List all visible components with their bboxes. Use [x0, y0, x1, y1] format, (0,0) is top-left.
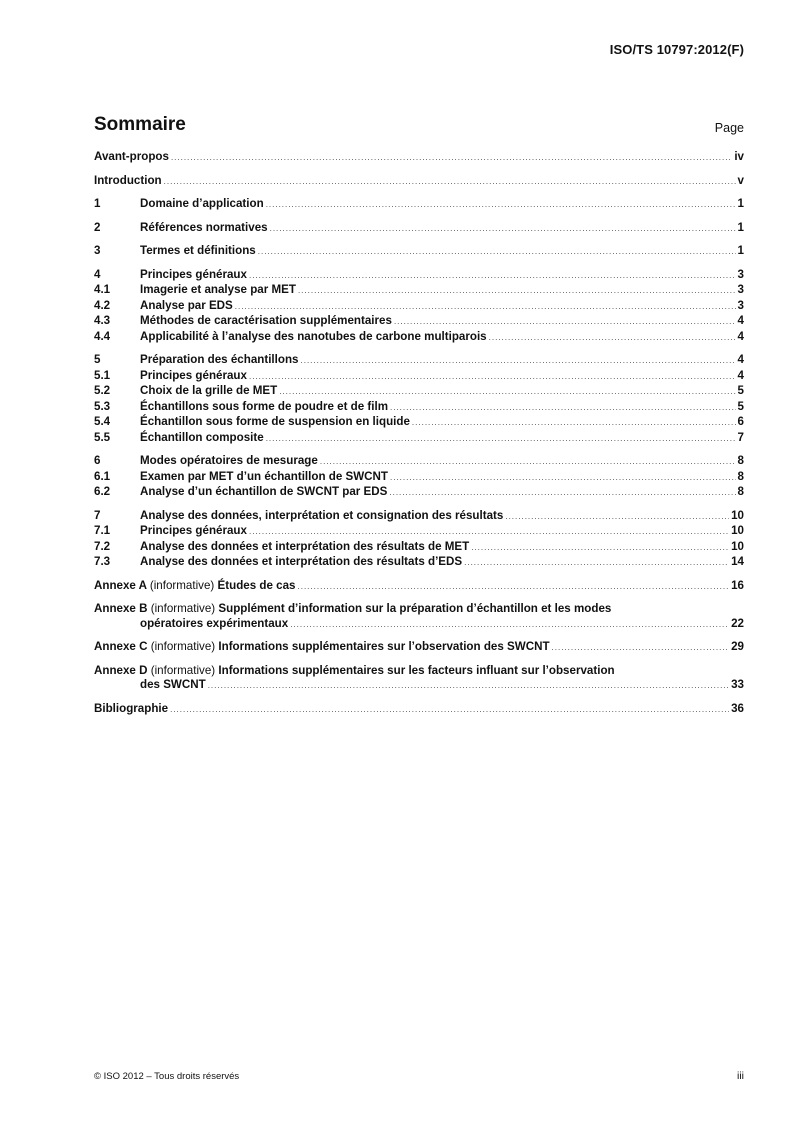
toc-entry-page: v	[737, 173, 744, 187]
toc-entry-title: Termes et définitions	[140, 244, 256, 257]
toc-entry-title: Échantillon composite	[140, 430, 264, 444]
toc-entry-page: 36	[731, 701, 744, 715]
annex-type: (informative)	[150, 640, 216, 653]
annex-label: Annexe D	[94, 663, 148, 677]
toc-entry-page: 3	[737, 283, 744, 296]
toc-entry-number: 5.2	[94, 384, 111, 397]
toc-entry-annex[interactable]	[94, 664, 744, 694]
annex-title-continued: opératoires expérimentaux	[140, 616, 289, 630]
dot-leader	[298, 580, 730, 595]
toc-entry-title: Bibliographie	[94, 701, 169, 715]
toc-entry-title: Examen par MET d’un échantillon de SWCNT	[140, 469, 389, 483]
toc-entry-page: 4	[737, 353, 744, 366]
toc-entry-page: 10	[731, 508, 744, 522]
toc-entry[interactable]	[94, 221, 744, 237]
annex-label: Annexe B	[94, 602, 148, 615]
toc-entry-page: 14	[731, 555, 744, 568]
toc-entry-page: 16	[731, 578, 744, 592]
toc-entry-annex[interactable]	[94, 579, 744, 595]
dot-leader	[249, 269, 736, 284]
dot-leader	[464, 556, 729, 571]
toc-entry-title	[94, 640, 550, 655]
dot-leader	[412, 416, 736, 431]
dot-leader	[266, 198, 736, 213]
toc-entry-title: Domaine d’application	[140, 197, 264, 210]
toc-entry-title: Applicabilité à l’analyse des nanotubes de carbone multiparois	[140, 329, 487, 343]
page-column-label: Page	[714, 121, 744, 135]
toc-entry[interactable]	[94, 353, 744, 369]
toc-header	[94, 112, 744, 136]
toc-entry-number: 7.1	[94, 524, 111, 537]
toc-entry-page: 5	[737, 399, 744, 413]
toc-entry[interactable]	[94, 197, 744, 213]
dot-leader	[258, 245, 736, 260]
dot-leader	[301, 354, 736, 369]
dot-leader	[298, 284, 736, 299]
toc-entry-annex[interactable]	[94, 640, 744, 656]
toc-entry-page: 3	[737, 267, 744, 281]
toc-entry-page: 8	[737, 454, 744, 467]
toc-entry[interactable]	[94, 470, 744, 486]
annex-type: (informative)	[150, 602, 216, 615]
toc-entry-title: Références normatives	[140, 220, 268, 234]
toc-entry-title: Échantillons sous forme de poudre et de film	[140, 399, 389, 413]
dot-leader	[249, 370, 736, 385]
toc-entry-page: 29	[731, 640, 744, 653]
toc-entry-number: 4.2	[94, 298, 111, 312]
toc-entry[interactable]	[94, 174, 744, 190]
toc-entry[interactable]	[94, 702, 744, 718]
page-title: Sommaire	[94, 114, 186, 135]
toc-entry-page: 1	[737, 220, 744, 234]
toc-entry[interactable]	[94, 431, 744, 447]
dot-leader	[394, 315, 736, 330]
toc-entry-number: 6.1	[94, 469, 111, 483]
footer-page-number: iii	[737, 1070, 744, 1082]
toc-entry-number: 3	[94, 244, 101, 257]
toc-entry-page: 8	[737, 469, 744, 483]
toc-entry[interactable]	[94, 400, 744, 416]
toc-entry[interactable]	[94, 299, 744, 315]
toc-entry-title: Analyse des données, interprétation et consignation des résultats	[140, 508, 504, 522]
toc-entry-page: 22	[731, 616, 744, 630]
toc-entry-number: 4.3	[94, 314, 111, 327]
toc-entry[interactable]	[94, 369, 744, 385]
annex-type: (informative)	[150, 663, 216, 677]
dot-leader	[390, 471, 736, 486]
toc-entry-number: 5.3	[94, 399, 111, 413]
toc-entry-annex[interactable]	[94, 602, 744, 632]
toc-entry[interactable]	[94, 454, 744, 470]
toc-entry-page: 7	[737, 430, 744, 444]
toc-entry[interactable]	[94, 540, 744, 556]
toc-entry-title: Analyse d’un échantillon de SWCNT par EDS	[140, 485, 388, 498]
toc-entry-title: Analyse par EDS	[140, 298, 233, 312]
toc-entry-number: 2	[94, 220, 101, 234]
annex-label: Annexe A	[94, 578, 147, 592]
toc-entry[interactable]	[94, 150, 744, 166]
toc-entry-page: 5	[737, 384, 744, 397]
toc-entry[interactable]	[94, 244, 744, 260]
toc-entry-title: Introduction	[94, 173, 162, 187]
toc-entry-number: 7	[94, 508, 101, 522]
dot-leader	[266, 432, 736, 447]
toc-entry-title: Analyse des données et interprétation des résultats de MET	[140, 539, 470, 553]
annex-title: Études de cas	[217, 578, 296, 592]
toc-entry-number: 4.4	[94, 329, 111, 343]
dot-leader	[389, 486, 735, 501]
toc-entry-page: 10	[731, 539, 744, 553]
toc-entry-title	[94, 579, 296, 594]
toc-entry-title: Modes opératoires de mesurage	[140, 454, 318, 467]
toc-entry-number: 5	[94, 353, 101, 366]
toc-entry-title: Échantillon sous forme de suspension en liquide	[140, 415, 410, 428]
toc-entry-number: 5.5	[94, 430, 111, 444]
dot-leader	[170, 703, 729, 718]
annex-title: Informations supplémentaires sur l’observation des SWCNT	[218, 640, 550, 653]
dot-leader	[320, 455, 736, 470]
toc-entry-page: 4	[737, 314, 744, 327]
annex-label: Annexe C	[94, 640, 148, 653]
toc-entry-title: Méthodes de caractérisation supplémentaires	[140, 314, 392, 327]
toc-entry-page: iv	[734, 150, 744, 163]
annex-title: Informations supplémentaires sur les facteurs influant sur l’observation	[218, 663, 615, 677]
dot-leader	[279, 385, 735, 400]
footer-copyright: © ISO 2012 – Tous droits réservés	[94, 1071, 240, 1082]
toc-entry[interactable]	[94, 555, 744, 571]
toc-entry-title: Principes généraux	[140, 267, 247, 281]
toc-entry-number: 7.3	[94, 555, 111, 568]
dot-leader	[164, 175, 736, 190]
dot-leader	[489, 331, 736, 346]
dot-leader	[235, 300, 736, 315]
table-of-contents	[94, 150, 744, 717]
document-code: ISO/TS 10797:2012(F)	[609, 42, 744, 57]
dot-leader	[552, 641, 730, 656]
toc-entry[interactable]	[94, 330, 744, 346]
dot-leader	[471, 541, 729, 556]
annex-title-continued: des SWCNT	[140, 678, 206, 691]
annex-title: Supplément d’information sur la préparation d’échantillon et les modes	[218, 602, 612, 615]
toc-entry[interactable]	[94, 415, 744, 431]
toc-entry-number: 6.2	[94, 485, 111, 498]
toc-entry-page: 4	[737, 368, 744, 382]
toc-entry[interactable]	[94, 485, 744, 501]
toc-entry[interactable]	[94, 314, 744, 330]
toc-entry-page: 1	[737, 244, 744, 257]
toc-entry-number: 5.1	[94, 368, 111, 382]
toc-entry-title: Principes généraux	[140, 524, 247, 537]
toc-entry-number: 7.2	[94, 539, 111, 553]
dot-leader	[390, 401, 736, 416]
annex-type: (informative)	[149, 578, 215, 592]
toc-entry-page: 10	[731, 524, 744, 537]
toc-entry-number: 1	[94, 197, 101, 210]
dot-leader	[270, 222, 736, 237]
toc-entry-page: 6	[737, 415, 744, 428]
toc-entry-page: 8	[737, 485, 744, 498]
toc-entry-page: 33	[731, 678, 744, 691]
toc-entry[interactable]	[94, 268, 744, 284]
dot-leader	[208, 679, 729, 694]
toc-entry[interactable]	[94, 509, 744, 525]
toc-entry-title: Imagerie et analyse par MET	[140, 283, 296, 296]
toc-entry-page: 3	[737, 298, 744, 312]
toc-entry-title: Choix de la grille de MET	[140, 384, 278, 397]
toc-entry-number: 5.4	[94, 415, 111, 428]
dot-leader	[505, 510, 729, 525]
dot-leader	[249, 525, 729, 540]
toc-entry-title: Analyse des données et interprétation des résultats d’EDS	[140, 555, 463, 568]
dot-leader	[171, 151, 732, 166]
toc-entry[interactable]	[94, 283, 744, 299]
toc-entry-number: 4	[94, 267, 101, 281]
dot-leader	[290, 618, 729, 633]
toc-entry-title: Principes généraux	[140, 368, 247, 382]
toc-entry-title: Avant-propos	[94, 150, 169, 163]
toc-entry[interactable]	[94, 384, 744, 400]
toc-entry-number: 4.1	[94, 283, 111, 296]
toc-entry-title: Préparation des échantillons	[140, 353, 299, 366]
toc-entry-page: 1	[737, 197, 744, 210]
toc-entry[interactable]	[94, 524, 744, 540]
toc-entry-number: 6	[94, 454, 101, 467]
toc-entry-page: 4	[737, 329, 744, 343]
